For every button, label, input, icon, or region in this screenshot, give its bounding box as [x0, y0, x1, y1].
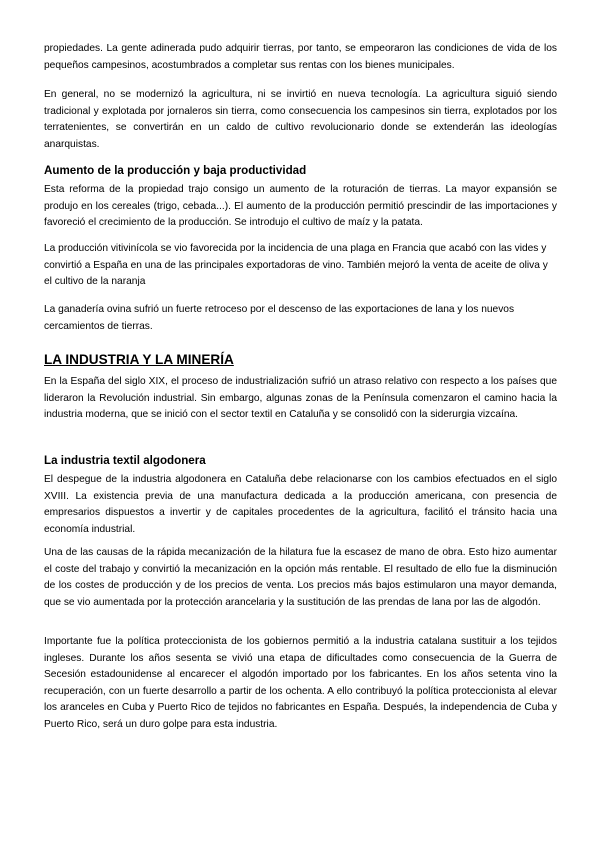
paragraph-text: El despegue de la industria algodonera en Cataluña debe relacionarse con los cambios efectuados en el siglo XVIII. La existencia previa de una manufactura dedicada a la producción americana, con presencia de empresarios dispuestos a invertir y de capitales procedentes de la agricultura, facilitó el tránsito hacia una economía industrial.: [44, 474, 557, 535]
paragraph-proteccionismo: [44, 634, 557, 734]
paragraph-industrializacion: [44, 374, 557, 424]
paragraph-text: La ganadería ovina sufrió un fuerte retroceso por el descenso de las exportaciones de lana y los nuevos cercamientos de tierras.: [44, 304, 515, 332]
section-title: LA INDUSTRIA Y LA MINERÍA: [44, 352, 234, 367]
paragraph-vitivinicola: [44, 241, 557, 291]
paragraph-text: propiedades. La gente adinerada pudo adquirir tierras, por tanto, se empeoraron las condiciones de vida de los pequeños campesinos, acostumbrados a completar sus rentas con los bienes municipales.: [44, 43, 557, 71]
paragraph-text: Una de las causas de la rápida mecanización de la hilatura fue la escasez de mano de obra. Esto hizo aumentar el coste del trabajo y convirtió la mecanización en la opción más rentable. El resultado de ello fue la disminución de los costes de producción y de los precios de venta. Los precios más bajos estimularon una mayor demanda, que se vio aumentada por la protección arancelaria y la sustitución de las prendas de lana por las de algodón.: [44, 547, 557, 608]
paragraph-text: En general, no se modernizó la agricultura, ni se invirtió en nueva tecnología. La agricultura siguió siendo tradicional y explotada por jornaleros sin tierra, como consecuencia los campesinos sin tierra, explotados por los terratenientes, se convertirán en un caldo de cultivo revolucionario donde se extenderán las ideologías anarquistas.: [44, 89, 557, 150]
heading-aumento-produccion: [44, 163, 557, 179]
paragraph-roturacion: [44, 182, 557, 232]
paragraph-text: La producción vitivinícola se vio favorecida por la incidencia de una plaga en Francia que acabó con las vides y convirtió a España en una de las principales exportadoras de vino. También mejoró la venta de aceite de oliva y el cultivo de la naranja: [44, 243, 548, 288]
heading-textil-algodonera: [44, 453, 557, 469]
section-heading: Aumento de la producción y baja productividad: [44, 164, 307, 177]
paragraph-agricultura-tradicional: [44, 87, 557, 153]
paragraph-text: Importante fue la política proteccionista de los gobiernos permitió a la industria catalana sustituir a los tejidos ingleses. Durante los años sesenta se vivió una etapa de dificultades como consecuencia de la Guerra de Secesión estadounidense al encarecer el algodón importado por los fabricantes. En los años setenta vino la recuperación, con un fuerte desarrollo a partir de los ochenta. A ello contribuyó la política proteccionista al elevar los aranceles en Cuba y Puerto Rico de tejidos no fabricantes en España. Después, la independencia de Cuba y Puerto Rico, será un duro golpe para esta industria.: [44, 636, 557, 730]
paragraph-text: Esta reforma de la propiedad trajo consigo un aumento de la roturación de tierras. La mayor expansión se produjo en los cereales (trigo, cebada...). El aumento de la producción permitió prescindir de las importaciones y favoreció el crecimiento de la producción. Se introdujo el cultivo de maíz y la patata.: [44, 184, 557, 229]
paragraph-ganaderia: [44, 302, 557, 335]
paragraph-text: En la España del siglo XIX, el proceso de industrialización sufrió un atraso relativo con respecto a los países que lideraron la Revolución industrial. Sin embargo, algunas zonas de la Península comenzaron el camino hacia la industria moderna, que se inició con el sector textil en Cataluña y se consolidó con la siderurgia vizcaína.: [44, 376, 557, 421]
paragraph-mecanizacion: [44, 545, 557, 611]
paragraph-despegue: [44, 472, 557, 538]
heading-industria-mineria: [44, 351, 557, 369]
paragraph-bienes-municipales: [44, 41, 557, 74]
section-heading: La industria textil algodonera: [44, 454, 206, 467]
